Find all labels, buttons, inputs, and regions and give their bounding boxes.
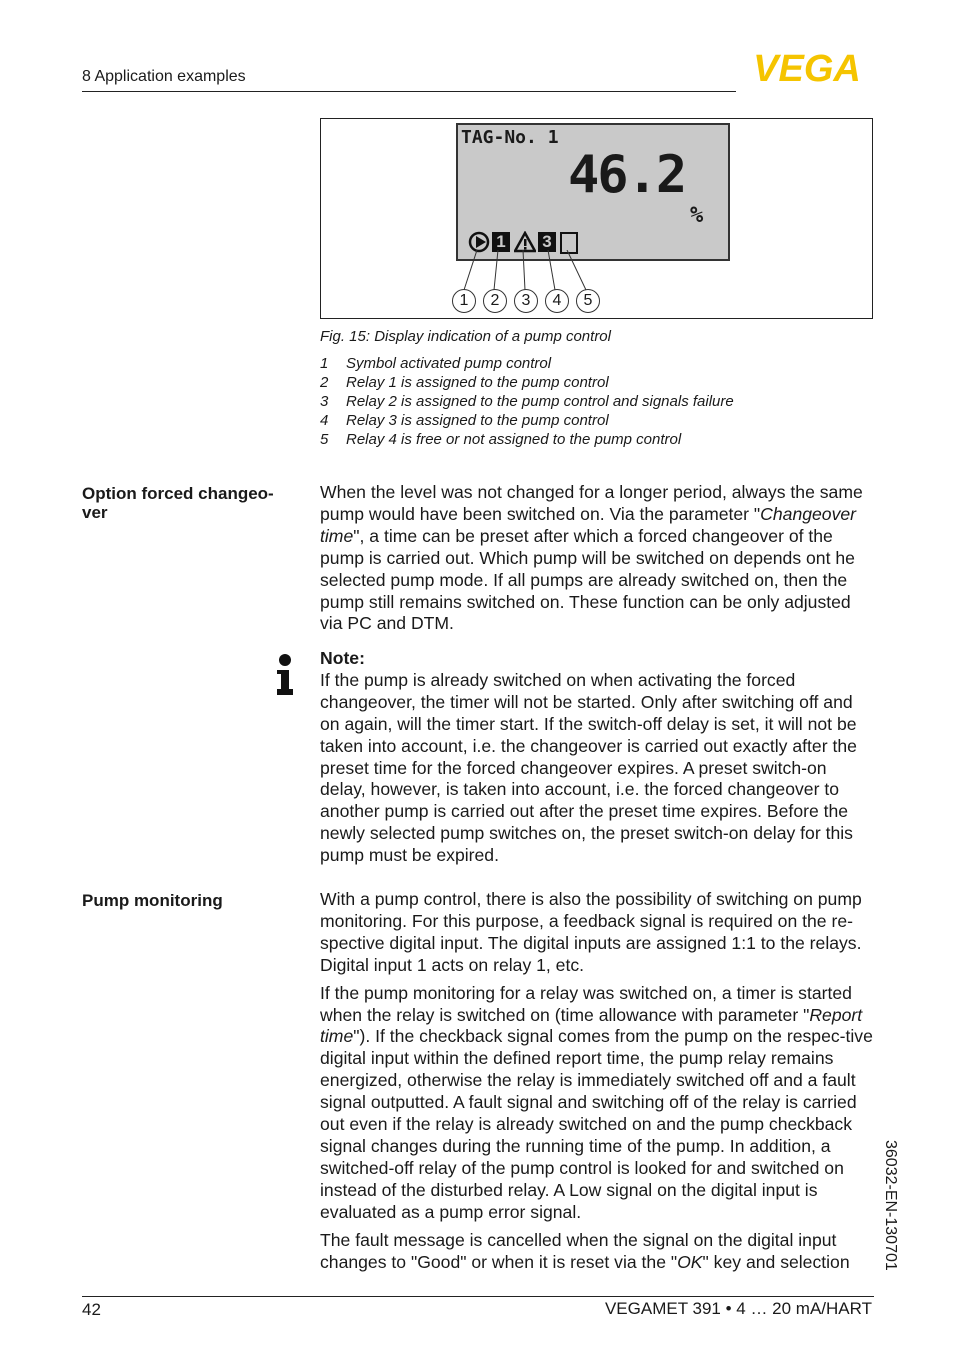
callout-2: 2 bbox=[483, 289, 507, 313]
paragraph bbox=[320, 983, 876, 1224]
paragraph: With a pump control, there is also the possibility of switching on pump monitoring. For this purpose, a feedback signal is required on the re-spective digital input. The digital inputs are assigned 1:1 to the relays. Digital input 1 acts on relay 1, etc. bbox=[320, 889, 862, 975]
paragraph bbox=[320, 1230, 876, 1274]
legend-text: Relay 1 is assigned to the pump control bbox=[346, 374, 609, 391]
legend-num: 4 bbox=[320, 412, 329, 429]
forced-changeover-paragraph bbox=[320, 482, 876, 635]
text-run: If the pump monitoring for a relay was switched on, a timer is started when the relay is switched on (time allowance with parameter " bbox=[320, 982, 852, 1025]
side-heading-forced-changeover bbox=[82, 484, 297, 522]
document-code bbox=[876, 1140, 906, 1290]
key-name: OK bbox=[677, 1251, 703, 1272]
callout-3: 3 bbox=[514, 289, 538, 313]
text-run: When the level was not changed for a longer period, always the same pump would have been switched on. Via the parameter " bbox=[320, 482, 863, 524]
text-run: " key and selection bbox=[702, 1251, 850, 1272]
product-name: VEGAMET 391 • 4 … 20 mA/HART bbox=[604, 1299, 872, 1318]
text-run: The fault message is cancelled when the signal on the digital input changes to "Good" or when it is reset via the " bbox=[320, 1229, 837, 1272]
legend-item bbox=[320, 411, 734, 430]
parameter-name: Changeover time bbox=[320, 503, 857, 546]
parameter-name: Report time bbox=[320, 1004, 863, 1047]
pump-monitoring-text bbox=[320, 889, 876, 1273]
callout-4: 4 bbox=[545, 289, 569, 313]
relay3-icon: 3 bbox=[538, 232, 556, 252]
header-rule bbox=[82, 91, 736, 92]
lcd-tag: TAG-No. 1 bbox=[461, 127, 559, 148]
legend-text: Relay 2 is assigned to the pump control and signals failure bbox=[346, 393, 734, 410]
page-number: 42 bbox=[82, 1300, 101, 1319]
text-run: "). If the checkback signal comes from the pump on the respec-tive digital input within the defined report time, the pump relay remains energized, otherwise the relay is immediately switched off and a fault signal outputted. A fault signal and switching off of the relay is carried out even if the relay is already switched on and the pump checkback signal changes during the running time of the pump. In addition, a switched-off relay of the pump control is looked for and switched on instead of the disturbed relay. A Low signal on the digital input is evaluated as a pump error signal. bbox=[320, 1026, 873, 1222]
info-icon bbox=[275, 654, 295, 696]
figure-caption: Fig. 15: Display indication of a pump control bbox=[320, 328, 611, 345]
legend-num: 2 bbox=[320, 374, 329, 391]
side-heading-line: Option forced changeo- bbox=[82, 484, 274, 503]
side-heading-line: ver bbox=[82, 503, 108, 522]
logo-text: VEGA bbox=[753, 50, 861, 84]
legend-text: Symbol activated pump control bbox=[346, 355, 552, 372]
legend-item bbox=[320, 392, 734, 411]
legend-item bbox=[320, 430, 734, 449]
side-heading-pump-monitoring: Pump monitoring bbox=[82, 891, 223, 910]
legend-num: 1 bbox=[320, 355, 329, 372]
legend-num: 3 bbox=[320, 393, 329, 410]
legend-text: Relay 3 is assigned to the pump control bbox=[346, 412, 609, 429]
figure-legend bbox=[320, 354, 734, 449]
callout-5: 5 bbox=[576, 289, 600, 313]
vega-logo bbox=[740, 50, 874, 84]
lcd-value: 46.2 bbox=[568, 145, 686, 205]
footer-rule bbox=[82, 1296, 874, 1297]
note-title: Note: bbox=[320, 648, 365, 668]
note-text: If the pump is already switched on when activating the forced changeover, the timer will not be started. Only after switching off and on again, will the timer start. If the switch-off delay is set, it will not be taken into account, i.e. the changeover is carried out exactly after the preset time for the forced changeover expires. A preset switch-on delay, however, is taken into account, i.e. the forced changeover to another pump is carried out after the preset time expires. Before the newly selected pump switches on, the preset switch-on delay for this pump must be expired. bbox=[320, 669, 857, 866]
legend-num: 5 bbox=[320, 431, 329, 448]
lcd-display bbox=[456, 123, 730, 261]
document-code-text: 36032-EN-130701 bbox=[882, 1140, 899, 1271]
text-run: ", a time can be preset after which a forced changeover of the pump is carried out. Which pump will be switched on depends ont he selected pump mode. If all pumps are already switched on, then the pump still remains switched on. These function can be only adjusted via PC and DTM. bbox=[320, 525, 855, 634]
legend-text: Relay 4 is free or not assigned to the pump control bbox=[346, 431, 682, 448]
legend-item bbox=[320, 373, 734, 392]
lcd-unit: % bbox=[690, 203, 704, 228]
callout-1: 1 bbox=[452, 289, 476, 313]
callout-numbers bbox=[452, 289, 602, 313]
legend-item bbox=[320, 354, 734, 373]
note-block bbox=[320, 648, 876, 867]
section-header: 8 Application examples bbox=[82, 68, 246, 85]
relay1-icon: 1 bbox=[492, 232, 510, 252]
